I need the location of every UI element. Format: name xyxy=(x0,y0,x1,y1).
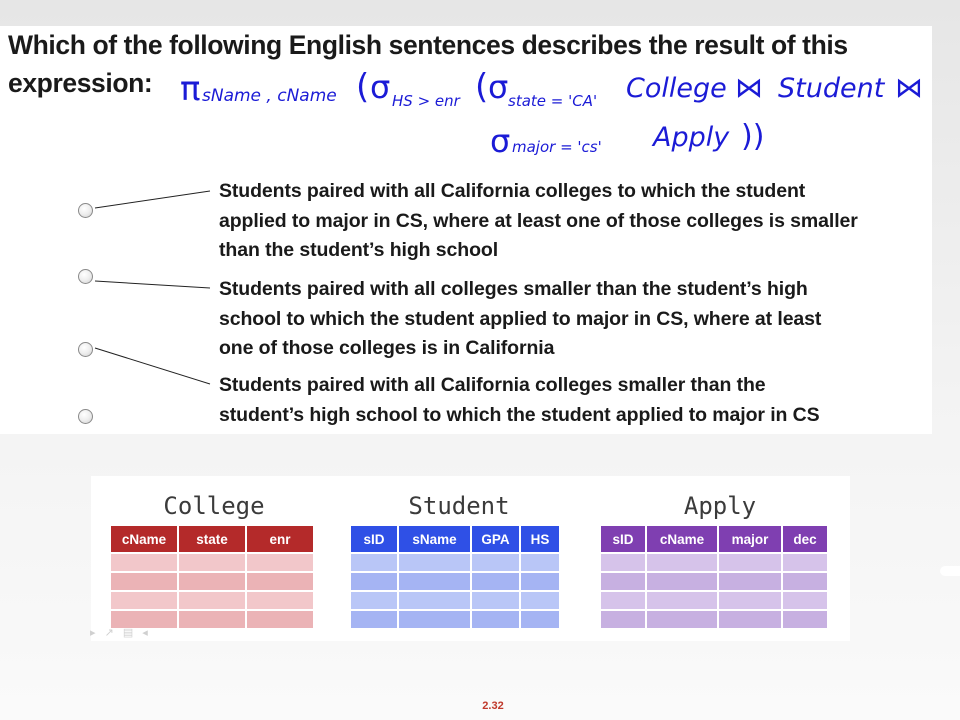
student-title: Student xyxy=(408,492,510,520)
selection-condition-3: major = 'cs' xyxy=(512,138,602,156)
option-1-label xyxy=(219,177,919,266)
table-row xyxy=(350,553,560,572)
option-radio-3[interactable] xyxy=(78,342,93,357)
apply-col-cname: cName xyxy=(646,525,718,553)
relation-apply: Apply xyxy=(653,122,730,153)
relation-student: Student xyxy=(778,73,885,104)
projection-attributes: sName , cName xyxy=(202,86,337,106)
apply-col-sid: sID xyxy=(600,525,646,553)
option-1-line-1: Students paired with all California colleges to which the student xyxy=(219,180,806,202)
option-2-line-2: school to which the student applied to major in CS, where at least xyxy=(219,307,822,330)
question-panel xyxy=(0,26,932,434)
open-paren-1: ( xyxy=(356,67,370,107)
connector-line-3 xyxy=(95,348,210,384)
relation-college: College xyxy=(626,73,727,104)
question-line-1: Which of the following English sentences describes the result of this xyxy=(8,30,848,60)
table-row xyxy=(600,591,828,610)
apply-col-major: major xyxy=(718,525,782,553)
table-row xyxy=(110,591,314,610)
student-header-row xyxy=(350,525,560,553)
table-row xyxy=(350,572,560,591)
option-1-line-3: than the student’s high school xyxy=(219,239,499,261)
option-radio-1[interactable] xyxy=(78,203,93,218)
open-paren-2: ( xyxy=(475,67,489,107)
player-controls-icon: ▸ ↗ ▤ ◂ xyxy=(90,627,151,639)
table-row xyxy=(600,553,828,572)
student-col-hs: HS xyxy=(520,525,560,553)
join-symbol-2: ⋈ xyxy=(895,71,923,104)
selection-symbol-2: σ xyxy=(488,68,509,106)
option-3-line-2: student’s high school to which the student applied to major in CS xyxy=(219,403,820,426)
college-col-cname: cName xyxy=(110,525,178,553)
option-2-label xyxy=(219,275,919,364)
join-symbol-1: ⋈ xyxy=(735,71,763,104)
table-row xyxy=(350,610,560,629)
option-3-line-1: Students paired with all California colleges smaller than the xyxy=(219,374,766,396)
college-col-enr: enr xyxy=(246,525,314,553)
selection-condition-2: state = 'CA' xyxy=(508,92,598,110)
table-row xyxy=(350,591,560,610)
connector-line-2 xyxy=(95,281,210,288)
student-col-gpa: GPA xyxy=(471,525,520,553)
decorative-shape xyxy=(940,566,960,576)
apply-col-dec: dec xyxy=(782,525,828,553)
student-col-sid: sID xyxy=(350,525,398,553)
option-radio-2[interactable] xyxy=(78,269,93,284)
option-radio-4[interactable] xyxy=(78,409,93,424)
table-row xyxy=(600,610,828,629)
college-table xyxy=(109,524,315,630)
option-2-line-1: Students paired with all colleges smaller than the student’s high xyxy=(219,278,808,300)
connector-line-1 xyxy=(95,191,210,208)
option-2-line-3: one of those colleges is in California xyxy=(219,337,555,359)
apply-table xyxy=(599,524,829,630)
table-row xyxy=(600,572,828,591)
table-row xyxy=(110,553,314,572)
college-col-state: state xyxy=(178,525,246,553)
table-row xyxy=(110,572,314,591)
student-table xyxy=(349,524,561,630)
slide-number: 2.32 xyxy=(482,700,504,712)
schema-panel xyxy=(91,476,850,641)
selection-symbol-3: σ xyxy=(490,122,511,160)
question-line-2: expression: xyxy=(8,68,153,98)
apply-title: Apply xyxy=(683,492,757,520)
projection-symbol: π xyxy=(180,69,201,109)
handwritten-expression xyxy=(0,26,932,176)
close-parens: )) xyxy=(741,119,765,154)
student-col-sname: sName xyxy=(398,525,471,553)
option-3-label xyxy=(219,371,919,430)
selection-condition-1: HS > enr xyxy=(392,92,460,110)
apply-header-row xyxy=(600,525,828,553)
college-title: College xyxy=(163,492,265,520)
college-header-row xyxy=(110,525,314,553)
selection-symbol-1: σ xyxy=(370,68,391,106)
option-1-line-2: applied to major in CS, where at least one of those colleges is smaller xyxy=(219,209,858,232)
